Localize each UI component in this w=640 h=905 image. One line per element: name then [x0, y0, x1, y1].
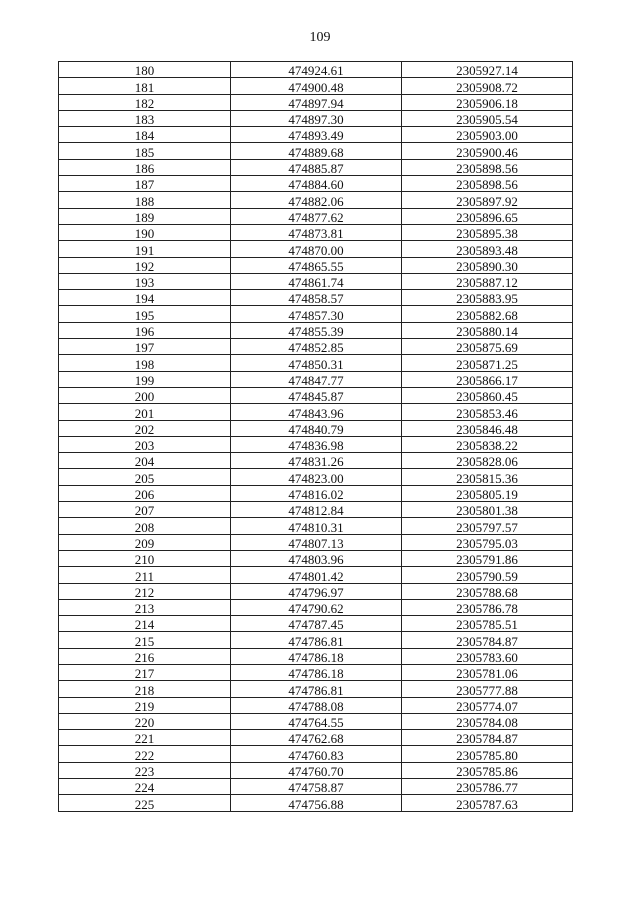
point-number-cell: 181	[59, 78, 231, 94]
x-coordinate-cell: 474816.02	[231, 485, 402, 501]
y-coordinate-cell: 2305893.48	[402, 241, 573, 257]
table-row	[59, 127, 573, 143]
x-coordinate-cell: 474857.30	[231, 306, 402, 322]
point-number-cell: 217	[59, 664, 231, 680]
x-coordinate-cell: 474865.55	[231, 257, 402, 273]
x-coordinate-cell: 474810.31	[231, 518, 402, 534]
table-row	[59, 502, 573, 518]
y-coordinate-cell: 2305895.38	[402, 224, 573, 240]
point-number-cell: 220	[59, 713, 231, 729]
table-row	[59, 681, 573, 697]
y-coordinate-cell: 2305788.68	[402, 583, 573, 599]
x-coordinate-cell: 474788.08	[231, 697, 402, 713]
point-number-cell: 186	[59, 159, 231, 175]
y-coordinate-cell: 2305853.46	[402, 404, 573, 420]
point-number-cell: 201	[59, 404, 231, 420]
y-coordinate-cell: 2305860.45	[402, 387, 573, 403]
y-coordinate-cell: 2305784.87	[402, 632, 573, 648]
x-coordinate-cell: 474786.81	[231, 632, 402, 648]
table-row	[59, 224, 573, 240]
point-number-cell: 190	[59, 224, 231, 240]
y-coordinate-cell: 2305898.56	[402, 159, 573, 175]
x-coordinate-cell: 474861.74	[231, 273, 402, 289]
y-coordinate-cell: 2305781.06	[402, 664, 573, 680]
point-number-cell: 182	[59, 94, 231, 110]
y-coordinate-cell: 2305797.57	[402, 518, 573, 534]
y-coordinate-cell: 2305903.00	[402, 127, 573, 143]
point-number-cell: 191	[59, 241, 231, 257]
point-number-cell: 211	[59, 567, 231, 583]
page-number: 109	[309, 30, 331, 45]
point-number-cell: 203	[59, 436, 231, 452]
point-number-cell: 196	[59, 322, 231, 338]
y-coordinate-cell: 2305866.17	[402, 371, 573, 387]
x-coordinate-cell: 474823.00	[231, 469, 402, 485]
y-coordinate-cell: 2305815.36	[402, 469, 573, 485]
point-number-cell: 212	[59, 583, 231, 599]
x-coordinate-cell: 474812.84	[231, 502, 402, 518]
y-coordinate-cell: 2305880.14	[402, 322, 573, 338]
point-number-cell: 214	[59, 616, 231, 632]
y-coordinate-cell: 2305871.25	[402, 355, 573, 371]
x-coordinate-cell: 474786.81	[231, 681, 402, 697]
point-number-cell: 200	[59, 387, 231, 403]
x-coordinate-cell: 474843.96	[231, 404, 402, 420]
y-coordinate-cell: 2305906.18	[402, 94, 573, 110]
point-number-cell: 189	[59, 208, 231, 224]
x-coordinate-cell: 474884.60	[231, 176, 402, 192]
y-coordinate-cell: 2305898.56	[402, 176, 573, 192]
x-coordinate-cell: 474786.18	[231, 664, 402, 680]
y-coordinate-cell: 2305777.88	[402, 681, 573, 697]
x-coordinate-cell: 474760.83	[231, 746, 402, 762]
table-row	[59, 648, 573, 664]
x-coordinate-cell: 474803.96	[231, 550, 402, 566]
x-coordinate-cell: 474840.79	[231, 420, 402, 436]
table-row	[59, 192, 573, 208]
x-coordinate-cell: 474790.62	[231, 599, 402, 615]
point-number-cell: 195	[59, 306, 231, 322]
x-coordinate-cell: 474796.97	[231, 583, 402, 599]
point-number-cell: 206	[59, 485, 231, 501]
x-coordinate-cell: 474807.13	[231, 534, 402, 550]
table-row	[59, 306, 573, 322]
y-coordinate-cell: 2305875.69	[402, 339, 573, 355]
table-row	[59, 616, 573, 632]
table-row	[59, 746, 573, 762]
point-number-cell: 198	[59, 355, 231, 371]
x-coordinate-cell: 474845.87	[231, 387, 402, 403]
x-coordinate-cell: 474850.31	[231, 355, 402, 371]
point-number-cell: 204	[59, 453, 231, 469]
table-row	[59, 518, 573, 534]
point-number-cell: 187	[59, 176, 231, 192]
x-coordinate-cell: 474870.00	[231, 241, 402, 257]
table-row	[59, 78, 573, 94]
y-coordinate-cell: 2305908.72	[402, 78, 573, 94]
point-number-cell: 193	[59, 273, 231, 289]
x-coordinate-cell: 474758.87	[231, 779, 402, 795]
table-row	[59, 795, 573, 811]
y-coordinate-cell: 2305805.19	[402, 485, 573, 501]
point-number-cell: 219	[59, 697, 231, 713]
x-coordinate-cell: 474858.57	[231, 290, 402, 306]
x-coordinate-cell: 474885.87	[231, 159, 402, 175]
y-coordinate-cell: 2305791.86	[402, 550, 573, 566]
table-row	[59, 94, 573, 110]
table-row	[59, 632, 573, 648]
table-row	[59, 355, 573, 371]
point-number-cell: 222	[59, 746, 231, 762]
table-row	[59, 273, 573, 289]
point-number-cell: 199	[59, 371, 231, 387]
y-coordinate-cell: 2305927.14	[402, 62, 573, 78]
y-coordinate-cell: 2305890.30	[402, 257, 573, 273]
x-coordinate-cell: 474756.88	[231, 795, 402, 811]
y-coordinate-cell: 2305900.46	[402, 143, 573, 159]
point-number-cell: 208	[59, 518, 231, 534]
table-row	[59, 159, 573, 175]
y-coordinate-cell: 2305786.78	[402, 599, 573, 615]
point-number-cell: 197	[59, 339, 231, 355]
x-coordinate-cell: 474897.94	[231, 94, 402, 110]
table-row	[59, 371, 573, 387]
table-row	[59, 62, 573, 78]
point-number-cell: 194	[59, 290, 231, 306]
table-row	[59, 664, 573, 680]
y-coordinate-cell: 2305785.80	[402, 746, 573, 762]
table-row	[59, 436, 573, 452]
table-row	[59, 290, 573, 306]
table-row	[59, 453, 573, 469]
table-row	[59, 420, 573, 436]
point-number-cell: 225	[59, 795, 231, 811]
y-coordinate-cell: 2305790.59	[402, 567, 573, 583]
y-coordinate-cell: 2305784.08	[402, 713, 573, 729]
x-coordinate-cell: 474924.61	[231, 62, 402, 78]
y-coordinate-cell: 2305887.12	[402, 273, 573, 289]
x-coordinate-cell: 474882.06	[231, 192, 402, 208]
table-row	[59, 567, 573, 583]
point-number-cell: 213	[59, 599, 231, 615]
table-row	[59, 599, 573, 615]
point-number-cell: 185	[59, 143, 231, 159]
y-coordinate-cell: 2305846.48	[402, 420, 573, 436]
y-coordinate-cell: 2305882.68	[402, 306, 573, 322]
x-coordinate-cell: 474786.18	[231, 648, 402, 664]
x-coordinate-cell: 474801.42	[231, 567, 402, 583]
y-coordinate-cell: 2305786.77	[402, 779, 573, 795]
y-coordinate-cell: 2305783.60	[402, 648, 573, 664]
table-row	[59, 762, 573, 778]
x-coordinate-cell: 474893.49	[231, 127, 402, 143]
table-row	[59, 404, 573, 420]
point-number-cell: 192	[59, 257, 231, 273]
x-coordinate-cell: 474855.39	[231, 322, 402, 338]
x-coordinate-cell: 474831.26	[231, 453, 402, 469]
y-coordinate-cell: 2305795.03	[402, 534, 573, 550]
y-coordinate-cell: 2305896.65	[402, 208, 573, 224]
point-number-cell: 209	[59, 534, 231, 550]
x-coordinate-cell: 474836.98	[231, 436, 402, 452]
table-row	[59, 779, 573, 795]
x-coordinate-cell: 474877.62	[231, 208, 402, 224]
x-coordinate-cell: 474897.30	[231, 110, 402, 126]
y-coordinate-cell: 2305897.92	[402, 192, 573, 208]
point-number-cell: 224	[59, 779, 231, 795]
table-row	[59, 110, 573, 126]
point-number-cell: 221	[59, 730, 231, 746]
point-number-cell: 202	[59, 420, 231, 436]
table-row	[59, 322, 573, 338]
table-row	[59, 241, 573, 257]
y-coordinate-cell: 2305905.54	[402, 110, 573, 126]
point-number-cell: 216	[59, 648, 231, 664]
table-row	[59, 713, 573, 729]
x-coordinate-cell: 474873.81	[231, 224, 402, 240]
point-number-cell: 205	[59, 469, 231, 485]
x-coordinate-cell: 474787.45	[231, 616, 402, 632]
point-number-cell: 207	[59, 502, 231, 518]
table-row	[59, 583, 573, 599]
y-coordinate-cell: 2305774.07	[402, 697, 573, 713]
table-row	[59, 730, 573, 746]
point-number-cell: 215	[59, 632, 231, 648]
x-coordinate-cell: 474847.77	[231, 371, 402, 387]
table-row	[59, 176, 573, 192]
table-row	[59, 339, 573, 355]
y-coordinate-cell: 2305883.95	[402, 290, 573, 306]
coordinates-table	[58, 61, 573, 812]
point-number-cell: 188	[59, 192, 231, 208]
table-row	[59, 257, 573, 273]
point-number-cell: 184	[59, 127, 231, 143]
y-coordinate-cell: 2305828.06	[402, 453, 573, 469]
table-row	[59, 143, 573, 159]
table-row	[59, 485, 573, 501]
x-coordinate-cell: 474852.85	[231, 339, 402, 355]
table-row	[59, 387, 573, 403]
point-number-cell: 183	[59, 110, 231, 126]
y-coordinate-cell: 2305787.63	[402, 795, 573, 811]
coordinates-table-body	[59, 62, 573, 812]
y-coordinate-cell: 2305784.87	[402, 730, 573, 746]
x-coordinate-cell: 474764.55	[231, 713, 402, 729]
y-coordinate-cell: 2305785.86	[402, 762, 573, 778]
point-number-cell: 218	[59, 681, 231, 697]
table-row	[59, 550, 573, 566]
y-coordinate-cell: 2305785.51	[402, 616, 573, 632]
table-row	[59, 534, 573, 550]
table-row	[59, 697, 573, 713]
x-coordinate-cell: 474900.48	[231, 78, 402, 94]
y-coordinate-cell: 2305838.22	[402, 436, 573, 452]
point-number-cell: 223	[59, 762, 231, 778]
point-number-cell: 210	[59, 550, 231, 566]
y-coordinate-cell: 2305801.38	[402, 502, 573, 518]
point-number-cell: 180	[59, 62, 231, 78]
table-row	[59, 208, 573, 224]
x-coordinate-cell: 474889.68	[231, 143, 402, 159]
x-coordinate-cell: 474760.70	[231, 762, 402, 778]
table-row	[59, 469, 573, 485]
x-coordinate-cell: 474762.68	[231, 730, 402, 746]
